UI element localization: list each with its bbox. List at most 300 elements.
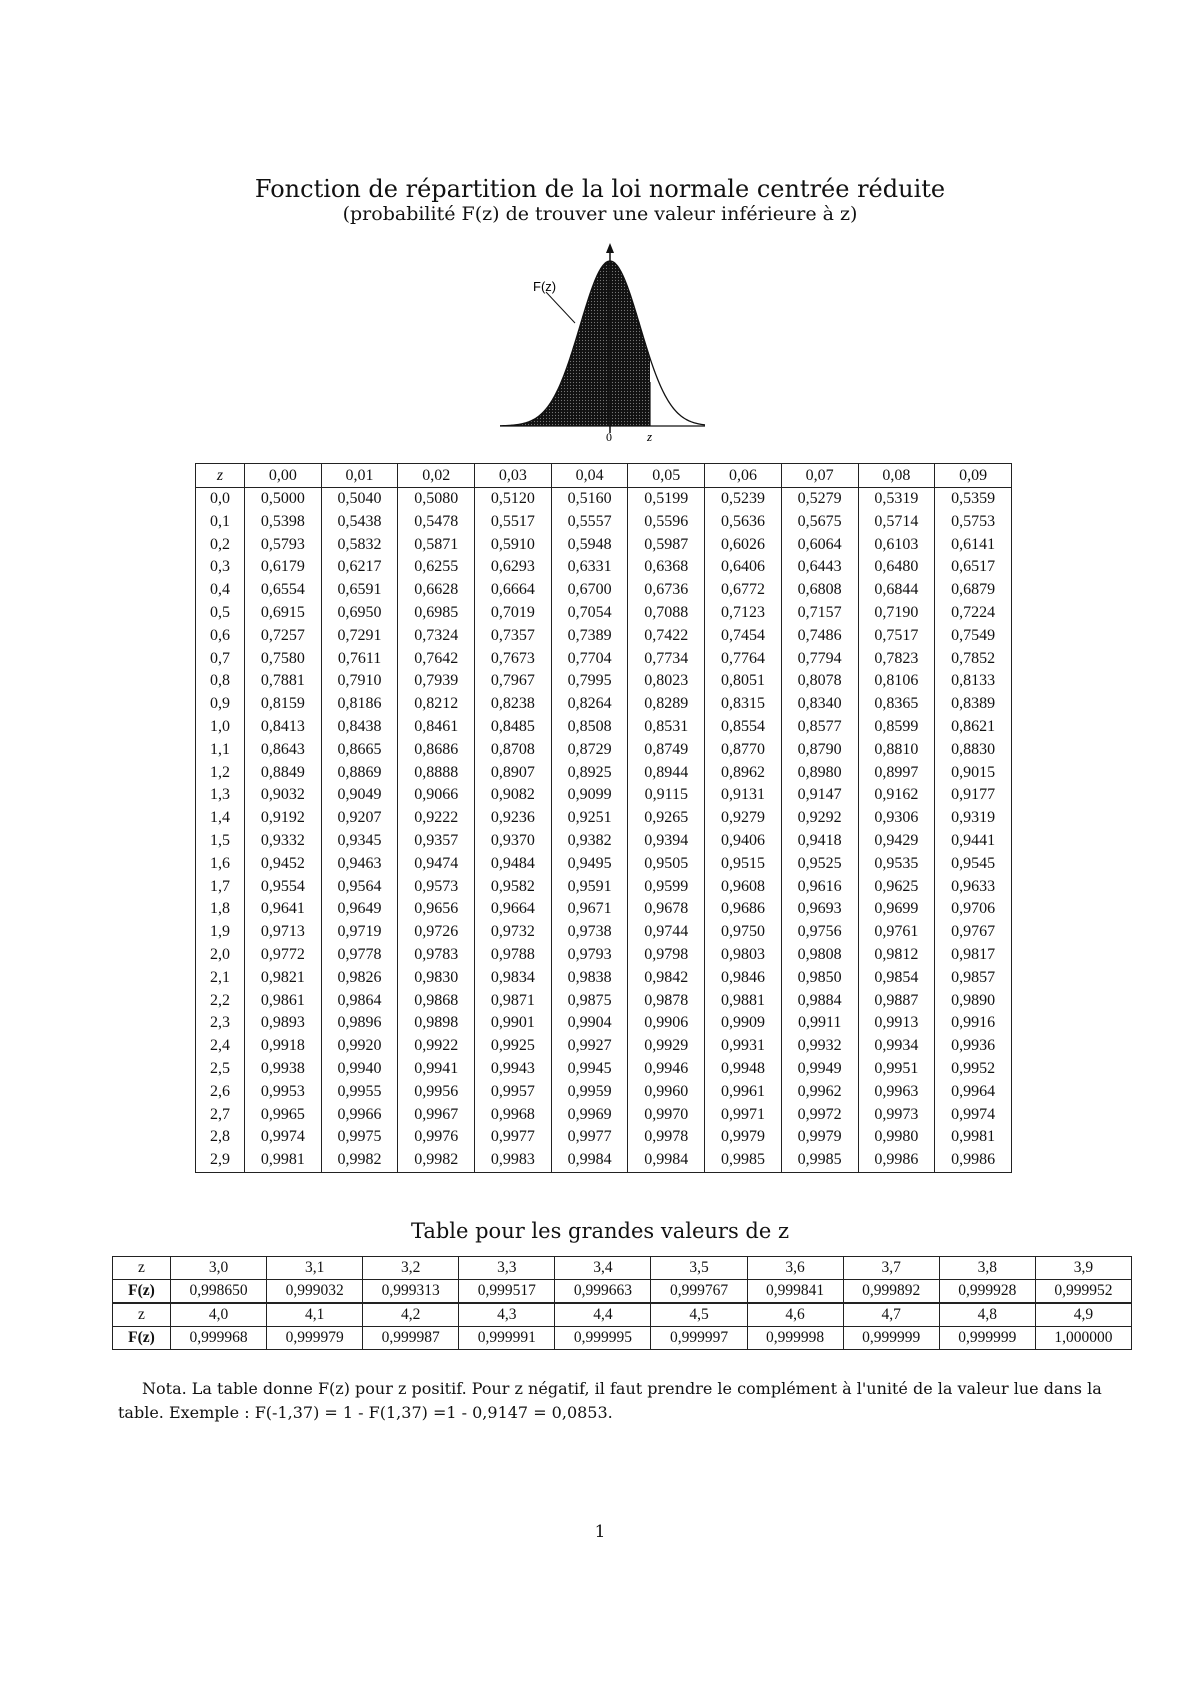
table-cell: 0,9979 xyxy=(705,1126,782,1149)
row-z-value: 1,7 xyxy=(196,876,245,899)
table-cell: 0,7704 xyxy=(551,648,628,671)
large-fz-cell: 0,999998 xyxy=(747,1327,843,1350)
row-z-value: 1,3 xyxy=(196,784,245,807)
table-cell: 0,6772 xyxy=(705,579,782,602)
large-z-cell: 3,4 xyxy=(555,1257,651,1280)
large-z-row xyxy=(113,1257,1132,1280)
table-cell: 0,7190 xyxy=(858,602,935,625)
table-row xyxy=(196,670,1012,693)
column-header: 0,06 xyxy=(705,464,782,488)
row-z-value: 0,3 xyxy=(196,556,245,579)
z-label-cell: z xyxy=(113,1303,171,1327)
table-cell: 0,7823 xyxy=(858,648,935,671)
table-cell: 0,9846 xyxy=(705,967,782,990)
column-header: 0,09 xyxy=(935,464,1012,488)
table-cell: 0,9953 xyxy=(245,1081,322,1104)
table-cell: 0,8438 xyxy=(321,716,398,739)
table-cell: 0,8665 xyxy=(321,739,398,762)
table-cell: 0,6217 xyxy=(321,556,398,579)
row-z-value: 0,9 xyxy=(196,693,245,716)
table-cell: 0,9906 xyxy=(628,1012,705,1035)
table-cell: 0,9788 xyxy=(475,944,552,967)
table-row xyxy=(196,1058,1012,1081)
table-cell: 0,7357 xyxy=(475,625,552,648)
table-cell: 0,9890 xyxy=(935,990,1012,1013)
table-cell: 0,5948 xyxy=(551,534,628,557)
table-cell: 0,9515 xyxy=(705,853,782,876)
fz-label-cell: F(z) xyxy=(113,1327,171,1350)
table-cell: 0,9887 xyxy=(858,990,935,1013)
table-cell: 0,9032 xyxy=(245,784,322,807)
table-row xyxy=(196,876,1012,899)
table-cell: 0,5910 xyxy=(475,534,552,557)
table-cell: 0,5319 xyxy=(858,488,935,511)
row-z-value: 0,1 xyxy=(196,511,245,534)
table-cell: 0,9854 xyxy=(858,967,935,990)
table-row xyxy=(196,807,1012,830)
large-z-cell: 3,2 xyxy=(363,1257,459,1280)
table-row xyxy=(196,1149,1012,1172)
table-row xyxy=(196,1104,1012,1127)
table-cell: 0,8980 xyxy=(781,762,858,785)
table-cell: 0,9920 xyxy=(321,1035,398,1058)
table-row xyxy=(196,1035,1012,1058)
table-cell: 0,9265 xyxy=(628,807,705,830)
row-z-value: 1,6 xyxy=(196,853,245,876)
table-cell: 0,9452 xyxy=(245,853,322,876)
table-cell: 0,9952 xyxy=(935,1058,1012,1081)
large-fz-cell: 0,999767 xyxy=(651,1280,747,1304)
table-cell: 0,8708 xyxy=(475,739,552,762)
table-cell: 0,6255 xyxy=(398,556,475,579)
table-cell: 0,9750 xyxy=(705,921,782,944)
table-cell: 0,9955 xyxy=(321,1081,398,1104)
table-cell: 0,6141 xyxy=(935,534,1012,557)
table-cell: 0,8389 xyxy=(935,693,1012,716)
table-cell: 0,9162 xyxy=(858,784,935,807)
row-z-value: 2,9 xyxy=(196,1149,245,1172)
table-cell: 0,9357 xyxy=(398,830,475,853)
large-fz-row xyxy=(113,1280,1132,1304)
table-cell: 0,9969 xyxy=(551,1104,628,1127)
table-cell: 0,9929 xyxy=(628,1035,705,1058)
table-cell: 0,9949 xyxy=(781,1058,858,1081)
table-cell: 0,8790 xyxy=(781,739,858,762)
table-row xyxy=(196,944,1012,967)
column-header: 0,02 xyxy=(398,464,475,488)
row-z-value: 2,8 xyxy=(196,1126,245,1149)
table-cell: 0,7881 xyxy=(245,670,322,693)
large-fz-cell: 1,000000 xyxy=(1035,1327,1131,1350)
table-cell: 0,9986 xyxy=(858,1149,935,1172)
table-cell: 0,8106 xyxy=(858,670,935,693)
table-cell: 0,9934 xyxy=(858,1035,935,1058)
table-row xyxy=(196,739,1012,762)
table-cell: 0,6554 xyxy=(245,579,322,602)
table-cell: 0,9956 xyxy=(398,1081,475,1104)
table-cell: 0,6879 xyxy=(935,579,1012,602)
table-cell: 0,9292 xyxy=(781,807,858,830)
table-cell: 0,5596 xyxy=(628,511,705,534)
table-cell: 0,6985 xyxy=(398,602,475,625)
table-cell: 0,5040 xyxy=(321,488,398,511)
table-cell: 0,9960 xyxy=(628,1081,705,1104)
large-fz-cell: 0,999995 xyxy=(555,1327,651,1350)
table-cell: 0,7324 xyxy=(398,625,475,648)
table-cell: 0,9761 xyxy=(858,921,935,944)
table-cell: 0,9842 xyxy=(628,967,705,990)
vertical-axis-arrow-icon xyxy=(606,243,614,253)
table-cell: 0,8925 xyxy=(551,762,628,785)
table-cell: 0,6064 xyxy=(781,534,858,557)
row-z-value: 1,4 xyxy=(196,807,245,830)
table-cell: 0,9977 xyxy=(475,1126,552,1149)
large-z-cell: 4,5 xyxy=(651,1303,747,1327)
table-cell: 0,9981 xyxy=(935,1126,1012,1149)
table-cell: 0,9713 xyxy=(245,921,322,944)
table-cell: 0,9699 xyxy=(858,898,935,921)
table-cell: 0,9222 xyxy=(398,807,475,830)
large-z-cell: 4,2 xyxy=(363,1303,459,1327)
table-cell: 0,9591 xyxy=(551,876,628,899)
large-z-cell: 3,3 xyxy=(459,1257,555,1280)
table-cell: 0,9861 xyxy=(245,990,322,1013)
row-z-value: 0,4 xyxy=(196,579,245,602)
table-cell: 0,8643 xyxy=(245,739,322,762)
table-cell: 0,6179 xyxy=(245,556,322,579)
table-cell: 0,5279 xyxy=(781,488,858,511)
table-cell: 0,8051 xyxy=(705,670,782,693)
column-header: 0,07 xyxy=(781,464,858,488)
table-cell: 0,9962 xyxy=(781,1081,858,1104)
row-z-value: 0,5 xyxy=(196,602,245,625)
table-cell: 0,9726 xyxy=(398,921,475,944)
table-cell: 0,9495 xyxy=(551,853,628,876)
table-cell: 0,9973 xyxy=(858,1104,935,1127)
table-cell: 0,9936 xyxy=(935,1035,1012,1058)
large-fz-cell: 0,998650 xyxy=(171,1280,267,1304)
table-cell: 0,9898 xyxy=(398,1012,475,1035)
table-cell: 0,8133 xyxy=(935,670,1012,693)
table-cell: 0,9554 xyxy=(245,876,322,899)
table-cell: 0,7734 xyxy=(628,648,705,671)
table-cell: 0,9817 xyxy=(935,944,1012,967)
table-cell: 0,6026 xyxy=(705,534,782,557)
table-row xyxy=(196,921,1012,944)
table-cell: 0,9319 xyxy=(935,807,1012,830)
normal-curve-figure xyxy=(500,243,710,443)
table-cell: 0,7549 xyxy=(935,625,1012,648)
table-cell: 0,9857 xyxy=(935,967,1012,990)
table-cell: 0,9918 xyxy=(245,1035,322,1058)
table-cell: 0,9332 xyxy=(245,830,322,853)
table-cell: 0,7454 xyxy=(705,625,782,648)
table-cell: 0,5478 xyxy=(398,511,475,534)
table-cell: 0,9946 xyxy=(628,1058,705,1081)
table-cell: 0,7054 xyxy=(551,602,628,625)
table-row xyxy=(196,556,1012,579)
table-cell: 0,9418 xyxy=(781,830,858,853)
table-cell: 0,9573 xyxy=(398,876,475,899)
table-cell: 0,8962 xyxy=(705,762,782,785)
row-z-value: 1,1 xyxy=(196,739,245,762)
page-title: Fonction de répartition de la loi normale centrée réduite xyxy=(254,175,946,203)
table-cell: 0,7852 xyxy=(935,648,1012,671)
table-cell: 0,5199 xyxy=(628,488,705,511)
table-cell: 0,9922 xyxy=(398,1035,475,1058)
table-cell: 0,5080 xyxy=(398,488,475,511)
table-cell: 0,8340 xyxy=(781,693,858,716)
table-cell: 0,6915 xyxy=(245,602,322,625)
table-cell: 0,9948 xyxy=(705,1058,782,1081)
table-cell: 0,8159 xyxy=(245,693,322,716)
table-cell: 0,9738 xyxy=(551,921,628,944)
table-cell: 0,7224 xyxy=(935,602,1012,625)
table-cell: 0,9975 xyxy=(321,1126,398,1149)
curve-label-pointer xyxy=(546,292,575,323)
column-header: 0,03 xyxy=(475,464,552,488)
table-cell: 0,9982 xyxy=(321,1149,398,1172)
table-cell: 0,9931 xyxy=(705,1035,782,1058)
row-z-value: 2,6 xyxy=(196,1081,245,1104)
table-cell: 0,8461 xyxy=(398,716,475,739)
large-z-cell: 4,1 xyxy=(267,1303,363,1327)
table-cell: 0,8888 xyxy=(398,762,475,785)
table-cell: 0,9732 xyxy=(475,921,552,944)
table-cell: 0,7995 xyxy=(551,670,628,693)
table-cell: 0,9940 xyxy=(321,1058,398,1081)
table-cell: 0,9941 xyxy=(398,1058,475,1081)
table-cell: 0,8577 xyxy=(781,716,858,739)
table-cell: 0,8830 xyxy=(935,739,1012,762)
table-cell: 0,9965 xyxy=(245,1104,322,1127)
table-row xyxy=(196,511,1012,534)
large-z-cell: 3,6 xyxy=(747,1257,843,1280)
table-cell: 0,8238 xyxy=(475,693,552,716)
table-cell: 0,9979 xyxy=(781,1126,858,1149)
table-cell: 0,9756 xyxy=(781,921,858,944)
large-z-cell: 4,7 xyxy=(843,1303,939,1327)
table-cell: 0,9834 xyxy=(475,967,552,990)
table-row xyxy=(196,967,1012,990)
table-cell: 0,9881 xyxy=(705,990,782,1013)
table-cell: 0,7580 xyxy=(245,648,322,671)
large-fz-cell: 0,999979 xyxy=(267,1327,363,1350)
table-cell: 0,9545 xyxy=(935,853,1012,876)
large-z-cell: 3,8 xyxy=(939,1257,1035,1280)
table-header-row xyxy=(196,464,1012,488)
table-cell: 0,9981 xyxy=(245,1149,322,1172)
table-cell: 0,9974 xyxy=(245,1126,322,1149)
table-cell: 0,5793 xyxy=(245,534,322,557)
table-cell: 0,9974 xyxy=(935,1104,1012,1127)
table-cell: 0,6293 xyxy=(475,556,552,579)
table-cell: 0,6443 xyxy=(781,556,858,579)
column-header: 0,08 xyxy=(858,464,935,488)
table-cell: 0,5517 xyxy=(475,511,552,534)
table-cell: 0,9641 xyxy=(245,898,322,921)
table-cell: 0,5120 xyxy=(475,488,552,511)
table-cell: 0,5000 xyxy=(245,488,322,511)
table-cell: 0,9525 xyxy=(781,853,858,876)
table-cell: 0,9875 xyxy=(551,990,628,1013)
table-cell: 0,9599 xyxy=(628,876,705,899)
table-cell: 0,9812 xyxy=(858,944,935,967)
table-cell: 0,8413 xyxy=(245,716,322,739)
table-cell: 0,7939 xyxy=(398,670,475,693)
table-cell: 0,9778 xyxy=(321,944,398,967)
table-cell: 0,6628 xyxy=(398,579,475,602)
table-cell: 0,7422 xyxy=(628,625,705,648)
table-cell: 0,8749 xyxy=(628,739,705,762)
table-cell: 0,9977 xyxy=(551,1126,628,1149)
table-cell: 0,8944 xyxy=(628,762,705,785)
table-cell: 0,6950 xyxy=(321,602,398,625)
table-cell: 0,9236 xyxy=(475,807,552,830)
table-cell: 0,9984 xyxy=(551,1149,628,1172)
table-cell: 0,9772 xyxy=(245,944,322,967)
table-cell: 0,8365 xyxy=(858,693,935,716)
table-cell: 0,9582 xyxy=(475,876,552,899)
table-cell: 0,9838 xyxy=(551,967,628,990)
table-cell: 0,5239 xyxy=(705,488,782,511)
row-z-value: 2,7 xyxy=(196,1104,245,1127)
table-cell: 0,8849 xyxy=(245,762,322,785)
table-cell: 0,7088 xyxy=(628,602,705,625)
table-cell: 0,9976 xyxy=(398,1126,475,1149)
table-cell: 0,6331 xyxy=(551,556,628,579)
table-cell: 0,9505 xyxy=(628,853,705,876)
table-cell: 0,8810 xyxy=(858,739,935,762)
table-cell: 0,9951 xyxy=(858,1058,935,1081)
table-cell: 0,8023 xyxy=(628,670,705,693)
table-cell: 0,9913 xyxy=(858,1012,935,1035)
large-z-cell: 4,8 xyxy=(939,1303,1035,1327)
table-cell: 0,9968 xyxy=(475,1104,552,1127)
row-z-value: 2,5 xyxy=(196,1058,245,1081)
table-cell: 0,8264 xyxy=(551,693,628,716)
table-cell: 0,9693 xyxy=(781,898,858,921)
large-z-cell: 4,4 xyxy=(555,1303,651,1327)
table-cell: 0,9850 xyxy=(781,967,858,990)
table-cell: 0,7486 xyxy=(781,625,858,648)
table-row xyxy=(196,579,1012,602)
row-z-value: 1,9 xyxy=(196,921,245,944)
large-fz-cell: 0,999991 xyxy=(459,1327,555,1350)
table-cell: 0,6406 xyxy=(705,556,782,579)
table-cell: 0,9207 xyxy=(321,807,398,830)
large-fz-cell: 0,999928 xyxy=(939,1280,1035,1304)
table-cell: 0,9904 xyxy=(551,1012,628,1035)
table-cell: 0,9884 xyxy=(781,990,858,1013)
table-cell: 0,8869 xyxy=(321,762,398,785)
table-cell: 0,5359 xyxy=(935,488,1012,511)
table-cell: 0,9625 xyxy=(858,876,935,899)
large-values-table xyxy=(112,1256,1132,1350)
table-cell: 0,9082 xyxy=(475,784,552,807)
table-cell: 0,8531 xyxy=(628,716,705,739)
row-z-value: 2,1 xyxy=(196,967,245,990)
table-cell: 0,9279 xyxy=(705,807,782,830)
large-z-cell: 4,6 xyxy=(747,1303,843,1327)
row-z-value: 1,2 xyxy=(196,762,245,785)
table-cell: 0,9808 xyxy=(781,944,858,967)
large-fz-cell: 0,999892 xyxy=(843,1280,939,1304)
large-values-heading: Table pour les grandes valeurs de z xyxy=(410,1219,790,1243)
large-fz-cell: 0,999952 xyxy=(1035,1280,1131,1304)
table-cell: 0,9767 xyxy=(935,921,1012,944)
table-cell: 0,7642 xyxy=(398,648,475,671)
table-cell: 0,9429 xyxy=(858,830,935,853)
large-z-cell: 3,9 xyxy=(1035,1257,1131,1280)
table-cell: 0,9370 xyxy=(475,830,552,853)
table-cell: 0,9649 xyxy=(321,898,398,921)
table-cell: 0,9719 xyxy=(321,921,398,944)
table-cell: 0,5636 xyxy=(705,511,782,534)
large-fz-cell: 0,999517 xyxy=(459,1280,555,1304)
large-z-cell: 3,1 xyxy=(267,1257,363,1280)
table-cell: 0,9945 xyxy=(551,1058,628,1081)
table-cell: 0,9535 xyxy=(858,853,935,876)
table-cell: 0,6664 xyxy=(475,579,552,602)
table-cell: 0,9963 xyxy=(858,1081,935,1104)
table-row xyxy=(196,534,1012,557)
row-z-value: 2,0 xyxy=(196,944,245,967)
table-cell: 0,8770 xyxy=(705,739,782,762)
table-row xyxy=(196,784,1012,807)
table-cell: 0,9978 xyxy=(628,1126,705,1149)
table-cell: 0,9306 xyxy=(858,807,935,830)
table-cell: 0,9441 xyxy=(935,830,1012,853)
table-cell: 0,9971 xyxy=(705,1104,782,1127)
origin-label: 0 xyxy=(606,430,612,443)
table-cell: 0,9972 xyxy=(781,1104,858,1127)
curve-label: F(z) xyxy=(533,279,557,294)
corner-header: z xyxy=(196,464,245,488)
table-cell: 0,6517 xyxy=(935,556,1012,579)
row-z-value: 2,4 xyxy=(196,1035,245,1058)
row-z-value: 0,6 xyxy=(196,625,245,648)
large-z-row xyxy=(113,1303,1132,1327)
large-fz-cell: 0,999968 xyxy=(171,1327,267,1350)
table-cell: 0,9474 xyxy=(398,853,475,876)
table-cell: 0,9115 xyxy=(628,784,705,807)
large-fz-cell: 0,999997 xyxy=(651,1327,747,1350)
table-cell: 0,9868 xyxy=(398,990,475,1013)
table-cell: 0,9909 xyxy=(705,1012,782,1035)
table-row xyxy=(196,1126,1012,1149)
table-cell: 0,8621 xyxy=(935,716,1012,739)
z-axis-label: z xyxy=(647,429,653,443)
large-fz-cell: 0,999032 xyxy=(267,1280,363,1304)
table-cell: 0,9878 xyxy=(628,990,705,1013)
table-cell: 0,8315 xyxy=(705,693,782,716)
table-cell: 0,7157 xyxy=(781,602,858,625)
table-cell: 0,9803 xyxy=(705,944,782,967)
table-cell: 0,9686 xyxy=(705,898,782,921)
table-cell: 0,7764 xyxy=(705,648,782,671)
fz-label-cell: F(z) xyxy=(113,1280,171,1304)
table-cell: 0,9798 xyxy=(628,944,705,967)
table-cell: 0,9916 xyxy=(935,1012,1012,1035)
table-row xyxy=(196,488,1012,511)
table-cell: 0,9147 xyxy=(781,784,858,807)
table-cell: 0,9980 xyxy=(858,1126,935,1149)
table-cell: 0,8997 xyxy=(858,762,935,785)
table-cell: 0,8508 xyxy=(551,716,628,739)
table-cell: 0,9484 xyxy=(475,853,552,876)
table-cell: 0,7910 xyxy=(321,670,398,693)
